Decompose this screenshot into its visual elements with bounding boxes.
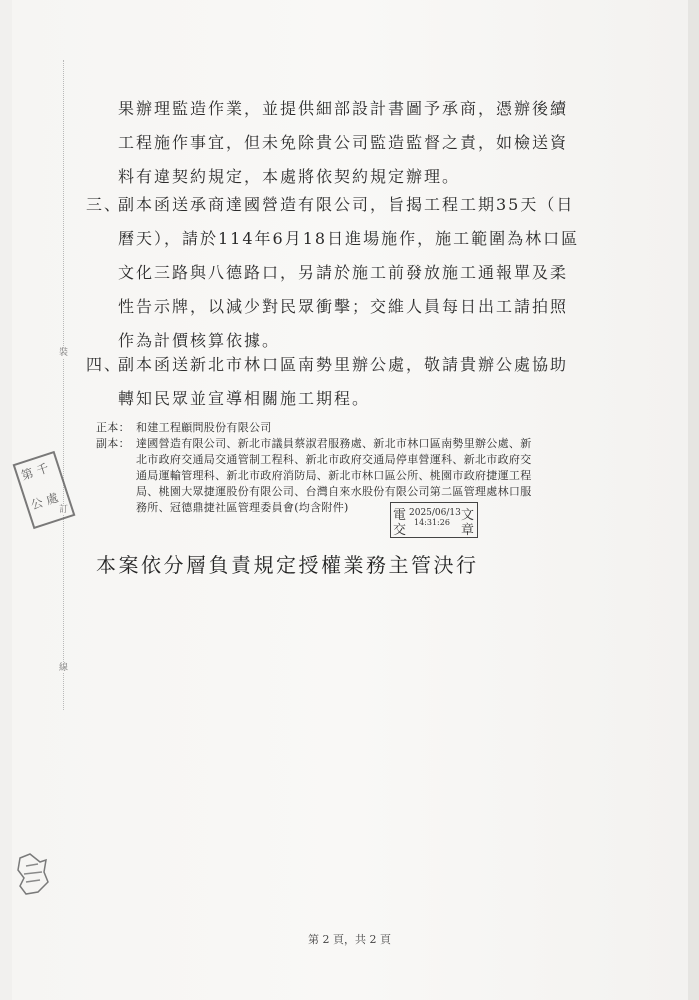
main-recipient-label: 正本： xyxy=(96,421,130,434)
copy-line: 北市政府交通局交通管制工程科、新北市政府交通局停車營運科、新北市政府交 xyxy=(136,453,532,466)
item-4-number: 四、 xyxy=(86,355,123,374)
stamp-char: 交 xyxy=(393,523,407,538)
binding-mark-xian: 線 xyxy=(59,663,69,673)
copy-recipients xyxy=(96,436,616,526)
seal-char: 處 xyxy=(44,490,61,508)
department-logo-icon xyxy=(16,852,50,896)
binding-mark-zhuang: 裝 xyxy=(59,348,69,358)
body-line: 性告示牌，以減少對民眾衝擊；交維人員每日出工請拍照 xyxy=(118,297,569,316)
item-3 xyxy=(86,188,606,358)
item-2-continuation xyxy=(118,92,606,194)
copy-line: 達國營造有限公司、新北市議員蔡淑君服務處、新北市林口區南勢里辦公處、新 xyxy=(136,437,532,450)
page-edge xyxy=(688,0,699,1000)
binding-mark-ding: 訂 xyxy=(59,505,69,515)
binding-line xyxy=(63,60,64,710)
body-line: 文化三路與八德路口，另請於施工前發放施工通報單及柔 xyxy=(118,263,569,282)
body-line: 副本函送承商達國營造有限公司，旨揭工程工期35天（日 xyxy=(118,195,575,214)
stamp-date: 2025/06/13 xyxy=(409,508,461,518)
body-line: 果辦理監造作業，並提供細部設計書圖予承商，憑辦後續 xyxy=(118,99,569,118)
body-line: 料有違契約規定，本處將依契約規定辦理。 xyxy=(118,167,461,186)
body-line: 作為計價核算依據。 xyxy=(118,331,281,350)
electronic-exchange-stamp xyxy=(390,502,478,538)
body-line: 副本函送新北市林口區南勢里辦公處，敬請貴辦公處協助 xyxy=(118,355,569,374)
copy-line: 局、桃園大眾捷運股份有限公司、台灣自來水股份有限公司第二區管理處林口服 xyxy=(136,485,532,498)
item-4 xyxy=(86,348,606,416)
seal-char: 千 xyxy=(34,460,51,478)
copy-recipients-label: 副本： xyxy=(96,437,130,450)
copy-line: 通局運輸管理科、新北市政府消防局、新北市林口區公所、桃園市政府捷運工程 xyxy=(136,469,532,482)
stamp-char: 文 xyxy=(460,508,474,523)
body-line: 轉知民眾並宣導相關施工期程。 xyxy=(118,389,371,408)
body-line: 工程施作事宜，但未免除貴公司監造監督之責，如檢送資 xyxy=(118,133,569,152)
main-recipient-name: 和建工程顧問股份有限公司 xyxy=(136,421,272,434)
stamp-char: 章 xyxy=(460,523,474,538)
page-number: 第 2 頁，共 2 頁 xyxy=(308,933,391,946)
seal-char: 第 xyxy=(19,465,36,483)
stamp-char: 電 xyxy=(393,508,407,523)
stamp-time: 14:31:26 xyxy=(414,518,450,527)
approval-statement: 本案依分層負責規定授權業務主管決行 xyxy=(96,553,479,577)
seal-char: 公 xyxy=(29,495,45,513)
copy-line: 務所、冠德鼎捷社區管理委員會(均含附件) xyxy=(136,501,349,514)
body-line: 曆天），請於114年6月18日進場施作，施工範圍為林口區 xyxy=(118,229,580,248)
item-3-number: 三、 xyxy=(86,195,123,214)
